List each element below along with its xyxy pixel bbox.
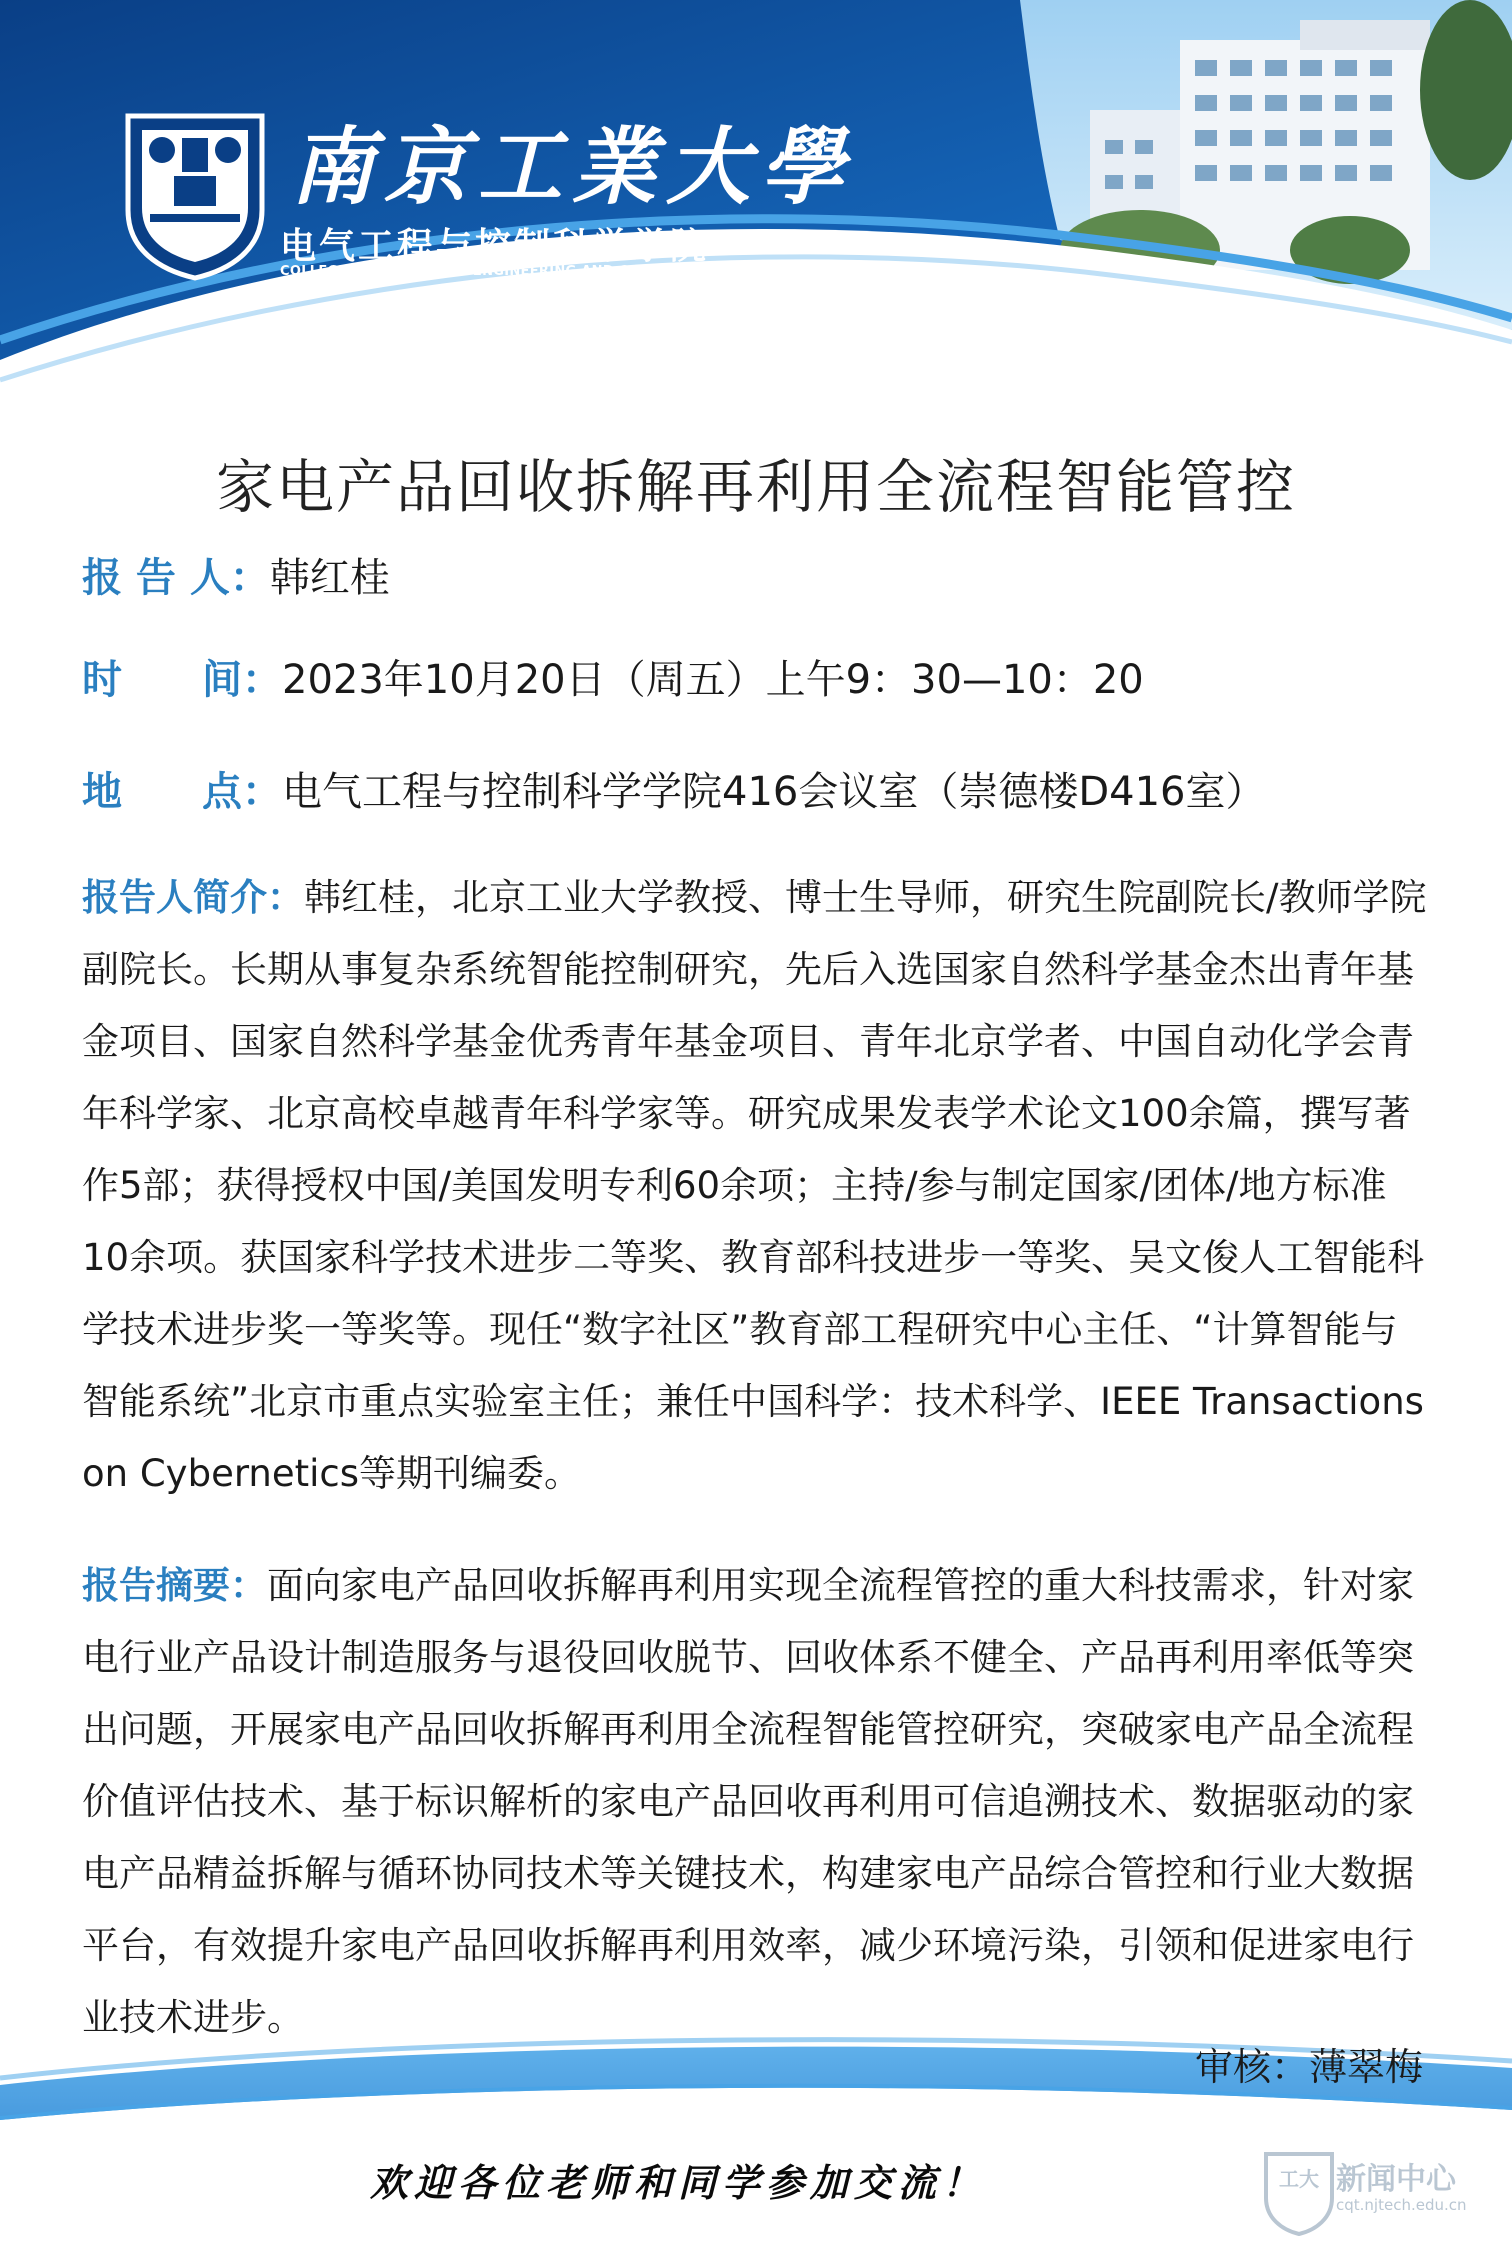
- university-seal-icon: [120, 110, 270, 282]
- abstract-text: 面向家电产品回收拆解再利用实现全流程管控的重大科技需求，针对家电行业产品设计制造服务与退役回收脱节、回收体系不健全、产品再利用率低等突出问题，开展家电产品回收拆解再利用全流程智能管控研究，突破家电产品全流程价值评估技术、基于标识解析的家电产品回收再利用可信追溯技术、数据驱动的家电产品精益拆解与循环协同技术等关键技术，构建家电产品综合管控和行业大数据平台，有效提升家电产品回收拆解再利用效率，减少环境污染，引领和促进家电行业技术进步。: [82, 1564, 1414, 2039]
- time-value: 2023年10月20日（周五）上午9：30—10：20: [282, 657, 1144, 703]
- place-row: [82, 760, 1266, 817]
- reviewer: 审核：薄翠梅: [1195, 2045, 1424, 2089]
- speaker-row: [82, 546, 390, 603]
- college-name-en: COLLEGE OF ELECTRICAL ENGINEERING AND CONTROL SCIENCE: [280, 264, 760, 279]
- place-value: 电气工程与控制科学学院416会议室（崇德楼D416室）: [282, 769, 1266, 815]
- university-name: 南京工業大學: [290, 117, 855, 216]
- abstract-label: 报告摘要：: [82, 1564, 267, 1607]
- time-row: [82, 648, 1144, 705]
- welcome-message: 欢迎各位老师和同学参加交流！: [370, 2160, 987, 2205]
- time-label: 时 间：: [82, 657, 282, 703]
- bio-text: 韩红桂，北京工业大学教授、博士生导师，研究生院副院长/教师学院副院长。长期从事复杂系统智能控制研究，先后入选国家自然科学基金杰出青年基金项目、国家自然科学基金优秀青年基金项目、青年北京学者、中国自动化学会青年科学家、北京高校卓越青年科学家等。研究成果发表学术论文100余篇，撰写著作5部；获得授权中国/美国发明专利60余项；主持/参与制定国家/团体/地方标准10余项。获国家科学技术进步二等奖、教育部科技进步一等奖、吴文俊人工智能科学技术进步奖一等奖等。现任“数字社区”教育部工程研究中心主任、“计算智能与智能系统”北京市重点实验室主任；兼任中国科学：技术科学、IEEE Transactions on Cybernetics等期刊编委。: [82, 876, 1427, 1495]
- place-label: 地 点：: [82, 769, 282, 815]
- speaker-label: 报 告 人：: [82, 555, 270, 601]
- speaker-value: 韩红桂: [269, 555, 390, 601]
- bio-label: 报告人简介：: [82, 876, 304, 919]
- talk-abstract: [82, 1550, 1432, 2054]
- talk-title: 家电产品回收拆解再利用全流程智能管控: [215, 453, 1296, 521]
- news-center-label: 新闻中心: [1336, 2162, 1456, 2197]
- news-center-site: cqt.njtech.edu.cn: [1336, 2196, 1467, 2214]
- news-badge-text: 工大: [1279, 2167, 1319, 2191]
- college-name-cn: 电气工程与控制科学学院: [280, 226, 710, 267]
- speaker-bio: [82, 862, 1432, 1510]
